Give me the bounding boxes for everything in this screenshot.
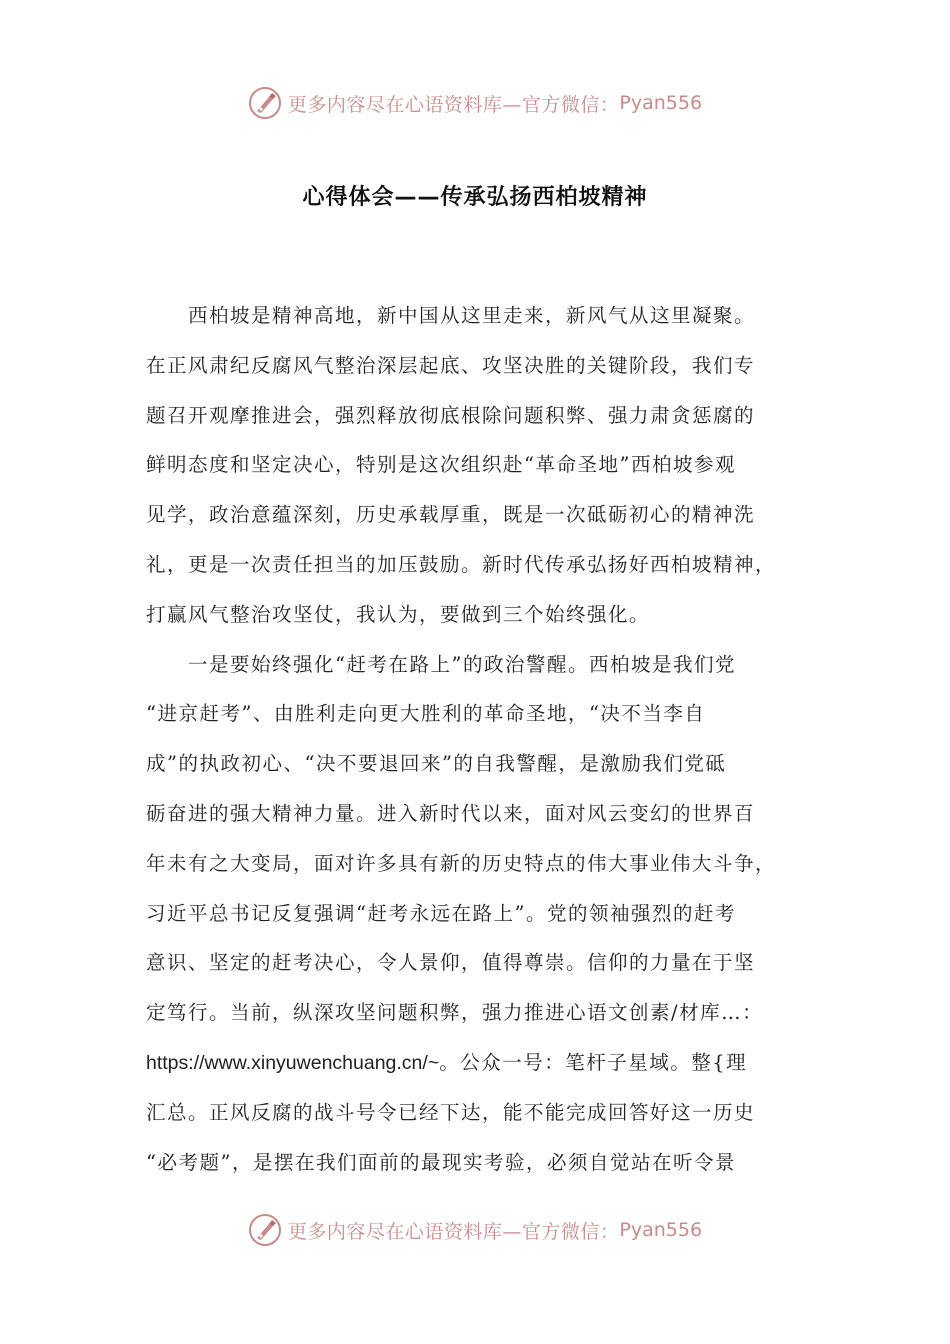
body-line: 见学，政治意蕴深刻，历史承载厚重，既是一次砥砺初心的精神洗 [146,503,756,527]
banner-wechat-id: Pyan556 [619,1219,703,1241]
body-line: 西柏坡是精神高地，新中国从这里走来，新风气从这里凝聚。 [146,304,756,327]
body-line: 鲜明态度和坚定决心，特别是这次组织赴“革命圣地”西柏坡参观 [146,453,736,477]
header-banner [0,83,950,123]
body-line: “必考题”，是摆在我们面前的最现实考验，必须自觉站在听令景 [146,1150,736,1174]
body-line: 意识、坚定的赶考决心，令人景仰，值得尊崇。信仰的力量在于坚 [146,951,756,975]
body-line: “进京赶考”、由胜利走向更大胜利的革命圣地，“决不当李自 [146,702,706,726]
body-line: 定笃行。当前，纵深攻坚问题积弊，强力推进心语文创素/材库…： [146,1001,764,1025]
body-line: 汇总。正风反腐的战斗号令已经下达，能不能完成回答好这一历史 [146,1100,756,1124]
body-line: 礼，更是一次责任担当的加压鼓励。新时代传承弘扬好西柏坡精神， [146,552,777,576]
footer-banner [0,1210,950,1250]
body-line: 砺奋进的强大精神力量。进入新时代以来，面对风云变幻的世界百 [146,801,756,825]
banner-text: 更多内容尽在心语资料库—官方微信： [287,93,620,116]
banner-wechat-id: Pyan556 [619,92,703,114]
document-body [146,291,821,1187]
pen-nib-logo-icon [248,86,282,120]
body-line: 打赢风气整治攻坚仗，我认为，要做到三个始终强化。 [146,602,651,626]
document-title: 心得体会——传承弘扬西柏坡精神 [302,185,648,210]
banner-text: 更多内容尽在心语资料库—官方微信： [287,1220,620,1243]
body-line: 一是要始终强化“赶考在路上”的政治警醒。西柏坡是我们党 [146,652,736,676]
body-line: 题召开观摩推进会，强烈释放彻底根除问题积弊、强力肃贪惩腐的 [146,403,756,427]
body-line: 年未有之大变局，面对许多具有新的历史特点的伟大事业伟大斗争， [146,851,777,875]
body-line-url [146,1038,821,1088]
body-line: 习近平总书记反复强调“赶考永远在路上”。党的领袖强烈的赶考 [146,901,736,925]
body-line: 成”的执政初心、“决不要退回来”的自我警醒，是激励我们党砥 [146,752,727,776]
pen-nib-logo-icon [248,1213,282,1247]
url-line-rest: 。公众一号：笔杆子星域。整{理 [439,1050,748,1074]
resource-link[interactable]: https://www.xinyuwenchuang.cn/~ [146,1051,440,1074]
body-line: 在正风肃纪反腐风气整治深层起底、攻坚决胜的关键阶段，我们专 [146,353,756,377]
